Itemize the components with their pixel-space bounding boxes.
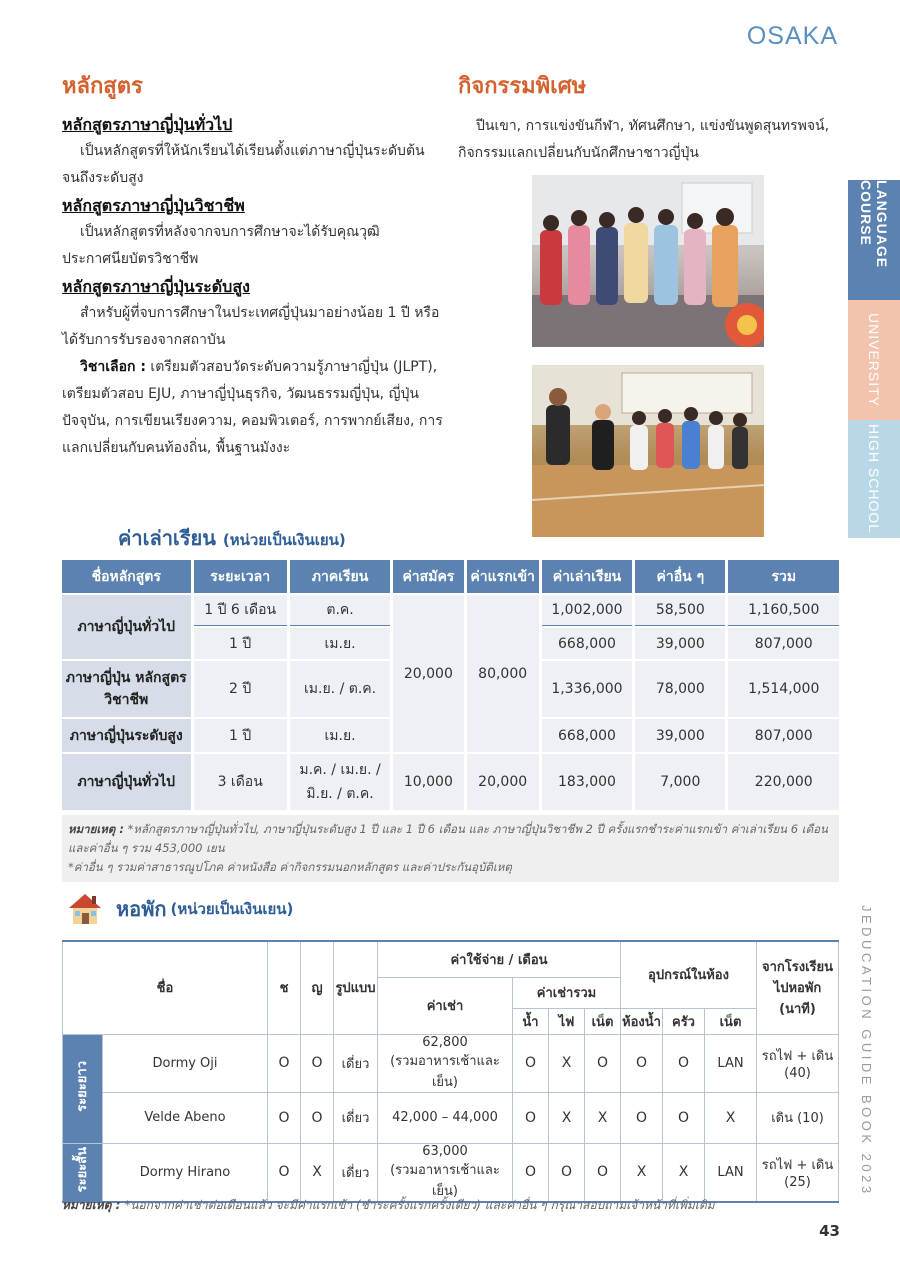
column-header: ชื่อหลักสูตร <box>62 560 191 593</box>
total-cell: 1,160,500 <box>728 595 839 626</box>
dorm-name-cell: Dormy Hirano <box>103 1143 268 1202</box>
table-row <box>63 1092 839 1143</box>
total-cell: 220,000 <box>728 754 839 810</box>
electricity-cell: O <box>549 1143 585 1202</box>
tuition-cell: 1,002,000 <box>542 595 632 626</box>
course-name-cell: ภาษาญี่ปุ่นทั่วไป <box>62 754 191 810</box>
table-row <box>62 595 839 626</box>
water-cell: O <box>513 1034 549 1092</box>
city-name: OSAKA <box>746 22 838 50</box>
rent-cell: 42,000 – 44,000 <box>378 1092 513 1143</box>
bathroom-cell: X <box>621 1143 663 1202</box>
dorm-name-cell: Velde Abeno <box>103 1092 268 1143</box>
kimono-activity-photo <box>532 175 764 347</box>
other-fee-cell: 58,500 <box>635 595 725 626</box>
internet-cell: LAN <box>705 1034 757 1092</box>
note-text: *นอกจากค่าเช่าต่อเดือนแล้ว จะมีค่าแรกเข้า (ชำระครั้งแรกครั้งเดียว) และค่าอื่น ๆ กรุณาสอบถามเจ้าหน้าที่เพิ่มเติม <box>120 1198 715 1212</box>
distance-cell: เดิน (10) <box>757 1092 839 1143</box>
tuition-header-row <box>62 560 839 593</box>
other-fee-cell: 7,000 <box>635 754 725 810</box>
other-fee-cell: 39,000 <box>635 719 725 752</box>
sports-activity-photo <box>532 365 764 537</box>
room-type-cell: เดี่ยว <box>334 1143 378 1202</box>
activities-section <box>458 68 843 167</box>
dorm-table <box>62 940 839 1203</box>
tuition-unit: (หน่วยเป็นเงินเยน) <box>222 531 346 549</box>
electives <box>62 354 447 462</box>
total-cell: 807,000 <box>728 719 839 752</box>
dorm-unit: (หน่วยเป็นเงินเยน) <box>170 900 294 918</box>
group-short-term: ระยะสั้น <box>63 1143 103 1202</box>
courses-title: หลักสูตร <box>62 74 143 99</box>
other-fee-cell: 78,000 <box>635 661 725 717</box>
column-header: ช <box>268 941 301 1034</box>
course-description: เป็นหลักสูตรที่ให้นักเรียนได้เรียนตั้งแต่ภาษาญี่ปุ่นระดับต้นจนถึงระดับสูง <box>62 143 425 186</box>
rent-cell: 62,800 (รวมอาหารเช้าและเย็น) <box>378 1034 513 1092</box>
column-header: อุปกรณ์ในห้อง <box>621 941 757 1008</box>
note-label: หมายเหตุ : <box>68 822 124 836</box>
column-header: ค่าเล่าเรียน <box>542 560 632 593</box>
column-header: ห้องน้ำ <box>621 1008 663 1034</box>
column-header: ระยะเวลา <box>194 560 287 593</box>
term-cell: เม.ย. <box>290 719 390 752</box>
column-header: ค่าอื่น ๆ <box>635 560 725 593</box>
tab-language-course[interactable] <box>848 180 900 300</box>
entrance-fee-cell: 20,000 <box>467 754 539 810</box>
course-name: หลักสูตรภาษาญี่ปุ่นระดับสูง <box>62 277 250 296</box>
duration-cell: 3 เดือน <box>194 754 287 810</box>
note-label: หมายเหตุ : <box>62 1198 121 1212</box>
tab-label: UNIVERSITY <box>866 312 882 407</box>
water-cell: O <box>513 1143 549 1202</box>
column-header: ไฟ <box>549 1008 585 1034</box>
term-cell: เม.ย. / ต.ค. <box>290 661 390 717</box>
guide-book-label: JEDUCATION GUIDE BOOK 2023 <box>859 905 874 1197</box>
tuition-table <box>59 558 842 812</box>
course-name: หลักสูตรภาษาญี่ปุ่นทั่วไป <box>62 115 233 134</box>
distance-cell: รถไฟ + เดิน (25) <box>757 1143 839 1202</box>
column-header: ค่าเช่า <box>378 977 513 1034</box>
bathroom-cell: O <box>621 1092 663 1143</box>
tuition-cell: 183,000 <box>542 754 632 810</box>
duration-cell: 1 ปี <box>194 628 287 659</box>
internet-cell: LAN <box>705 1143 757 1202</box>
column-header: ครัว <box>663 1008 705 1034</box>
kitchen-cell: O <box>663 1092 705 1143</box>
tuition-cell: 668,000 <box>542 719 632 752</box>
kitchen-cell: O <box>663 1034 705 1092</box>
internet-fee-cell: X <box>585 1092 621 1143</box>
electives-label: วิชาเลือก : <box>80 359 146 375</box>
column-header: ค่าเช่ารวม <box>513 977 621 1008</box>
application-fee-cell: 10,000 <box>393 754 463 810</box>
page-number: 43 <box>819 1222 840 1240</box>
electives-text: เตรียมตัวสอบวัดระดับความรู้ภาษาญี่ปุ่น (JLPT), เตรียมตัวสอบ EJU, ภาษาญี่ปุ่นธุรกิจ, วัฒนธรรมญี่ปุ่น, ญี่ปุ่นปัจจุบัน, การเขียนเรียงความ, คอมพิวเตอร์, การพากย์เสียง, การแลกเปลี่ยนกับคนท้องถิ่น, พื้นฐานมังงะ <box>62 359 443 456</box>
table-row <box>63 1143 839 1202</box>
course-name-cell: ภาษาญี่ปุ่น หลักสูตรวิชาชีพ <box>62 661 191 717</box>
activities-text: ปีนเขา, การแข่งขันกีฬา, ทัศนศึกษา, แข่งขันพูดสุนทรพจน์, กิจกรรมแลกเปลี่ยนกับนักศึกษาชาวญี่ปุ่น <box>458 118 830 161</box>
female-cell: O <box>301 1034 334 1092</box>
term-cell: เม.ย. <box>290 628 390 659</box>
table-row <box>62 754 839 810</box>
tab-high-school[interactable] <box>848 420 900 538</box>
term-cell: ต.ค. <box>290 595 390 626</box>
column-header: ชื่อ <box>63 941 268 1034</box>
tuition-note <box>62 815 839 882</box>
dorm-name-cell: Dormy Oji <box>103 1034 268 1092</box>
water-cell: O <box>513 1092 549 1143</box>
column-header: น้ำ <box>513 1008 549 1034</box>
note-text: *ค่าอื่น ๆ รวมค่าสาธารณูปโภค ค่าหนังสือ ค่ากิจกรรมนอกหลักสูตร และค่าประกันอุบัติเหตุ <box>68 860 512 874</box>
dorm-header-row <box>63 941 839 977</box>
female-cell: X <box>301 1143 334 1202</box>
course-name-cell: ภาษาญี่ปุ่นทั่วไป <box>62 595 191 659</box>
application-fee-cell: 20,000 <box>393 595 463 752</box>
tuition-title <box>118 522 346 554</box>
duration-cell: 1 ปี 6 เดือน <box>194 595 287 626</box>
tuition-cell: 1,336,000 <box>542 661 632 717</box>
activities-title: กิจกรรมพิเศษ <box>458 74 587 99</box>
tuition-title-text: ค่าเล่าเรียน <box>118 526 216 550</box>
electricity-cell: X <box>549 1034 585 1092</box>
entrance-fee-cell: 80,000 <box>467 595 539 752</box>
group-long-term: ระยะยาว <box>63 1034 103 1143</box>
male-cell: O <box>268 1034 301 1092</box>
total-cell: 807,000 <box>728 628 839 659</box>
male-cell: O <box>268 1143 301 1202</box>
internet-cell: X <box>705 1092 757 1143</box>
column-header: ค่าแรกเข้า <box>467 560 539 593</box>
course-name-cell: ภาษาญี่ปุ่นระดับสูง <box>62 719 191 752</box>
column-header: เน็ต <box>705 1008 757 1034</box>
rent-cell: 63,000 (รวมอาหารเช้าและเย็น) <box>378 1143 513 1202</box>
column-header: เน็ต <box>585 1008 621 1034</box>
kitchen-cell: X <box>663 1143 705 1202</box>
total-cell: 1,514,000 <box>728 661 839 717</box>
dorm-title-text: หอพัก <box>116 897 167 921</box>
table-row <box>63 1034 839 1092</box>
internet-fee-cell: O <box>585 1143 621 1202</box>
column-header: รวม <box>728 560 839 593</box>
other-fee-cell: 39,000 <box>635 628 725 659</box>
duration-cell: 2 ปี <box>194 661 287 717</box>
tab-label: HIGH SCHOOL <box>866 424 882 534</box>
tab-label: LANGUAGE COURSE <box>858 180 890 269</box>
dorm-title <box>68 892 293 926</box>
column-header: รูปแบบ <box>334 941 378 1034</box>
course-description: สำหรับผู้ที่จบการศึกษาในประเทศญี่ปุ่นมาอย่างน้อย 1 ปี หรือได้รับการรับรองจากสถาบัน <box>62 305 440 348</box>
column-header: จากโรงเรียนไปหอพัก (นาที) <box>757 941 839 1034</box>
female-cell: O <box>301 1092 334 1143</box>
bathroom-cell: O <box>621 1034 663 1092</box>
duration-cell: 1 ปี <box>194 719 287 752</box>
internet-fee-cell: O <box>585 1034 621 1092</box>
term-cell: ม.ค. / เม.ย. / มิ.ย. / ต.ค. <box>290 754 390 810</box>
courses-section <box>62 68 447 462</box>
male-cell: O <box>268 1092 301 1143</box>
column-header: ค่าสมัคร <box>393 560 463 593</box>
column-header: ญ <box>301 941 334 1034</box>
electricity-cell: X <box>549 1092 585 1143</box>
course-description: เป็นหลักสูตรที่หลังจากจบการศึกษาจะได้รับคุณวุฒิประกาศนียบัตรวิชาชีพ <box>62 224 380 267</box>
distance-cell: รถไฟ + เดิน (40) <box>757 1034 839 1092</box>
room-type-cell: เดี่ยว <box>334 1034 378 1092</box>
room-type-cell: เดี่ยว <box>334 1092 378 1143</box>
course-name: หลักสูตรภาษาญี่ปุ่นวิชาชีพ <box>62 196 245 215</box>
column-header: ค่าใช้จ่าย / เดือน <box>378 941 621 977</box>
column-header: ภาคเรียน <box>290 560 390 593</box>
house-icon <box>68 892 102 926</box>
tuition-cell: 668,000 <box>542 628 632 659</box>
dorm-note <box>62 1196 715 1215</box>
tab-university[interactable] <box>848 300 900 420</box>
note-text: *หลักสูตรภาษาญี่ปุ่นทั่วไป, ภาษาญี่ปุ่นระดับสูง 1 ปี และ 1 ปี 6 เดือน และ ภาษาญี่ปุ่นวิชาชีพ 2 ปี ครั้งแรกชำระค่าแรกเข้า ค่าเล่าเรียน 6 เดือน และค่าอื่น ๆ รวม 453,000 เยน <box>68 822 828 855</box>
